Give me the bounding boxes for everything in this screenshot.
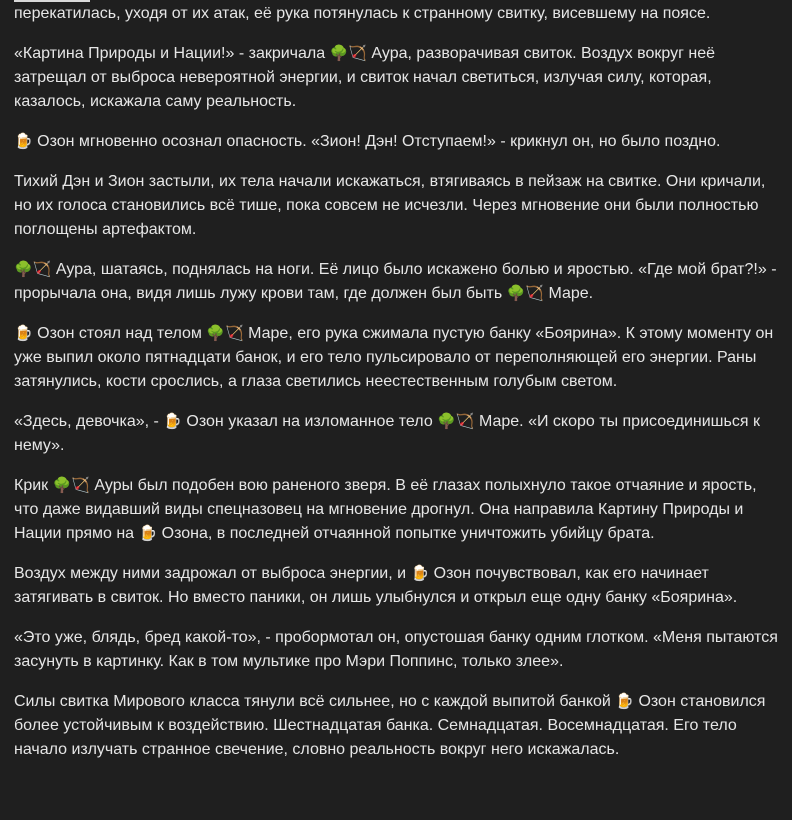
tree-icon: 🌳 <box>52 476 72 494</box>
tree-icon: 🌳 <box>437 412 456 430</box>
paragraph <box>14 626 784 674</box>
beer-mug-icon: 🍺 <box>615 692 634 710</box>
paragraph <box>14 258 784 306</box>
paragraph <box>14 410 784 458</box>
paragraph <box>14 322 784 394</box>
text-segment: Воздух между ними задрожал от выброса энергии, и <box>14 565 411 582</box>
text-segment: «Это уже, блядь, бред какой-то», - пробормотал он, опустошая банку одним глотком. «Меня пытаются засунуть в картинку. Как в том мультике про Мэри Поппинс, только злее». <box>14 629 778 670</box>
message-body <box>14 2 784 778</box>
bow-and-arrow-icon: 🏹 <box>525 284 545 302</box>
text-segment: Тихий Дэн и Зион застыли, их тела начали искажаться, втягиваясь в пейзаж на свитке. Они кричали, но их голоса становились всё тише, пока совсем не исчезли. Через мгновение они были полностью поглощены артефактом. <box>14 173 766 238</box>
text-segment: Озон становился более устойчивым к воздействию. Шестнадцатая банка. Семнадцатая. Восемнадцатая. Его тело начало излучать странное свечение, словно реальность вокруг него искажалась. <box>14 693 766 758</box>
paragraph <box>14 2 784 26</box>
text-segment: Озон почувствовал, как его начинает затягивать в свиток. Но вместо паники, он лишь улыбнулся и открыл еще одну банку «Боярина». <box>14 565 738 606</box>
text-segment: Озон мгновенно осознал опасность. «Зион! Дэн! Отступаем!» - крикнул он, но было поздно. <box>32 133 721 150</box>
beer-mug-icon: 🍺 <box>163 412 182 430</box>
paragraph <box>14 170 784 242</box>
text-segment: Озон указал на изломанное тело <box>181 413 438 430</box>
text-segment: Крик <box>14 477 53 494</box>
tree-icon: 🌳 <box>329 44 349 62</box>
text-segment: Аура, шатаясь, поднялась на ноги. Её лицо было искажено болью и яростью. «Где мой брат?!» - прорычала она, видя лишь лужу крови там, где должен был быть <box>14 261 777 302</box>
tree-icon: 🌳 <box>206 324 225 342</box>
bow-and-arrow-icon: 🏹 <box>224 324 244 342</box>
text-segment: перекатилась, уходя от их атак, её рука потянулась к странному свитку, висевшему на поясе. <box>14 5 711 22</box>
beer-mug-icon: 🍺 <box>138 524 158 542</box>
tree-icon: 🌳 <box>14 260 33 278</box>
text-segment: Озона, в последней отчаянной попытке уничтожить убийцу брата. <box>157 525 655 542</box>
beer-mug-icon: 🍺 <box>14 324 33 342</box>
tree-icon: 🌳 <box>506 284 526 302</box>
paragraph <box>14 130 784 154</box>
text-segment: Маре, его рука сжимала пустую банку «Боярина». К этому моменту он уже выпил около пятнадцати банок, и его тело пульсировало от переполняющей его энергии. Раны затянулись, кости срослись, а глаза светились неестественным голубым светом. <box>14 325 774 390</box>
paragraph <box>14 690 784 762</box>
bow-and-arrow-icon: 🏹 <box>71 476 90 494</box>
bow-and-arrow-icon: 🏹 <box>455 412 475 430</box>
text-segment: «Здесь, девочка», - <box>14 413 164 430</box>
text-segment: Маре. <box>544 285 594 302</box>
paragraph <box>14 562 784 610</box>
bow-and-arrow-icon: 🏹 <box>348 44 367 62</box>
bow-and-arrow-icon: 🏹 <box>32 260 52 278</box>
paragraph <box>14 42 784 114</box>
beer-mug-icon: 🍺 <box>410 564 430 582</box>
text-segment: Силы свитка Мирового класса тянули всё сильнее, но с каждой выпитой банкой <box>14 693 616 710</box>
text-segment: Озон стоял над телом <box>32 325 207 342</box>
text-segment: Ауры был подобен вою раненого зверя. В её глазах полыхнуло такое отчаяние и ярость, что даже видавший виды спецназовец на мгновение дрогнул. Она направила Картину Природы и Нации прямо на <box>14 477 757 542</box>
text-segment: «Картина Природы и Нации!» - закричала <box>14 45 330 62</box>
paragraph <box>14 474 784 546</box>
beer-mug-icon: 🍺 <box>14 132 33 150</box>
text-segment: Маре. «И скоро ты присоединишься к нему». <box>14 413 760 454</box>
text-segment: Аура, разворачивая свиток. Воздух вокруг неё затрещал от выброса невероятной энергии, и свиток начал светиться, излучая силу, которая, казалось, искажала саму реальность. <box>14 45 716 110</box>
